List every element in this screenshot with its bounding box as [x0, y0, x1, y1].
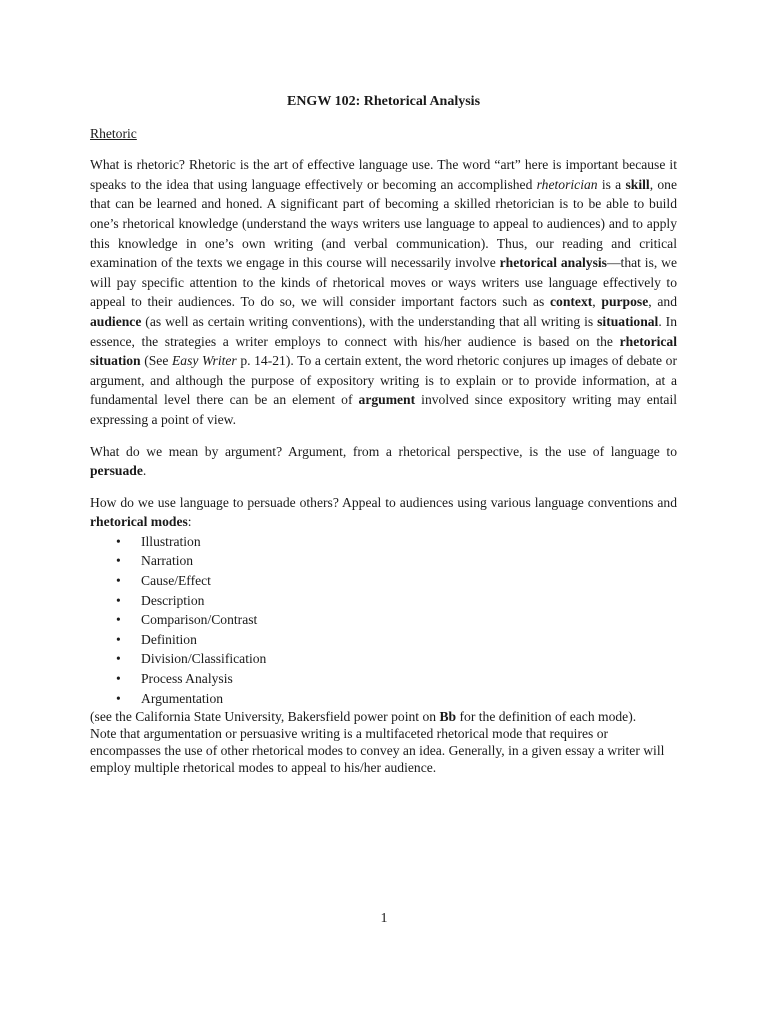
bullet-icon: • — [116, 553, 121, 569]
list-item-label: Narration — [141, 553, 194, 569]
text-run: is a — [597, 176, 626, 192]
text-run: . — [142, 463, 147, 479]
list-item — [90, 571, 677, 591]
text-run: (as well as certain writing conventions), with the understanding that all writing is — [141, 313, 598, 329]
list-item — [90, 591, 677, 611]
text-run: , and — [648, 294, 677, 310]
text-run: p. 14-21). To a certain extent, the word rhetoric conjures up images of debate or argument, and although the purpose of expository writing is to explain or to provide information, at a fundamental level there can be an element of — [90, 353, 677, 408]
text-run: —that is, we will pay specific attention to the kinds of rhetorical moves or ways writers use language effectively to appeal to their audiences. To do so, we will consider important factors such as — [90, 255, 677, 310]
bullet-icon: • — [116, 671, 121, 687]
text-run: (see the California State University, Bakersfield power point on — [90, 709, 440, 725]
bold-persuade: persuade — [90, 463, 143, 479]
paragraph-persuade — [90, 493, 677, 532]
bold-rhetorical-situation: rhetorical situation — [90, 333, 677, 369]
bullet-icon: • — [116, 690, 121, 706]
text-run: (See — [140, 353, 172, 369]
list-item-label: Definition — [141, 631, 197, 647]
document-title: ENGW 102: Rhetorical Analysis — [286, 94, 481, 109]
bold-rhetorical-modes: rhetorical modes — [90, 514, 188, 530]
paragraph-note: Note that argumentation or persuasive writing is a multifaceted rhetorical mode that requires or encompasses the use of other rhetorical modes to convey an idea. Generally, in a given essay a writer will employ multiple rhetorical modes to appeal to his/her audience. — [90, 726, 665, 776]
paragraph-see-csub — [90, 708, 677, 725]
list-item-label: Process Analysis — [141, 671, 233, 687]
bullet-icon: • — [116, 612, 121, 628]
list-item — [90, 630, 677, 650]
list-item-label: Description — [141, 592, 205, 608]
section-heading-rhetoric: Rhetoric — [90, 125, 137, 141]
text-run: : — [187, 514, 192, 530]
text-run: , — [592, 294, 602, 310]
bold-situational: situational — [597, 313, 659, 329]
text-run: involved since expository writing may entail expressing a point of view. — [90, 392, 677, 427]
italic-rhetorician: rhetorician — [536, 176, 598, 192]
list-item — [90, 689, 677, 709]
bullet-icon: • — [116, 573, 121, 589]
text-run: , one that can be learned and honed. A significant part of becoming a skilled rhetorician is to be able to build one’s rhetorical knowledge (understand the ways writers use language to appeal to audiences) and to apply this knowledge in one’s own writing (and verbal communication). Thus, our reading and critical examination of the texts we engage in this course will necessarily involve — [90, 176, 677, 271]
list-item — [90, 610, 677, 630]
page-number: 1 — [380, 911, 388, 926]
bold-bb: Bb — [439, 709, 457, 725]
text-run: for the definition of each mode). — [456, 709, 637, 725]
list-item-label: Division/Classification — [141, 651, 267, 667]
bold-audience: audience — [90, 313, 142, 329]
bullet-icon: • — [116, 592, 121, 608]
bold-skill: skill — [625, 176, 650, 192]
bold-rhetorical-analysis: rhetorical analysis — [499, 255, 607, 271]
list-item — [90, 669, 677, 689]
list-item-label: Cause/Effect — [141, 573, 211, 589]
list-item — [90, 551, 677, 571]
bold-purpose: purpose — [601, 294, 649, 310]
list-item-label: Argumentation — [141, 690, 224, 706]
bold-context: context — [550, 294, 593, 310]
text-run: . In essence, the strategies a writer employs to connect with his/her audience is based on the — [90, 313, 677, 349]
bullet-icon: • — [116, 651, 121, 667]
list-item — [90, 532, 677, 552]
italic-easy-writer: Easy Writer — [171, 353, 237, 369]
bullet-icon: • — [116, 631, 121, 647]
text-run: What is rhetoric? Rhetoric is the art of effective language use. The word “art” here is important because it speaks to the idea that using language effectively or becoming an accomplished — [90, 157, 677, 192]
rhetorical-modes-list — [90, 532, 677, 708]
list-item-label: Illustration — [141, 533, 201, 549]
list-item-label: Comparison/Contrast — [141, 612, 258, 628]
paragraph-rhetoric-definition — [90, 155, 677, 429]
bold-argument: argument — [358, 392, 416, 408]
text-run: What do we mean by argument? Argument, from a rhetorical perspective, is the use of language to — [90, 443, 677, 459]
list-item — [90, 649, 677, 669]
document-page — [90, 92, 677, 776]
text-run: How do we use language to persuade others? Appeal to audiences using various language conventions and — [90, 494, 677, 510]
bullet-icon: • — [116, 533, 121, 549]
paragraph-argument — [90, 442, 677, 481]
